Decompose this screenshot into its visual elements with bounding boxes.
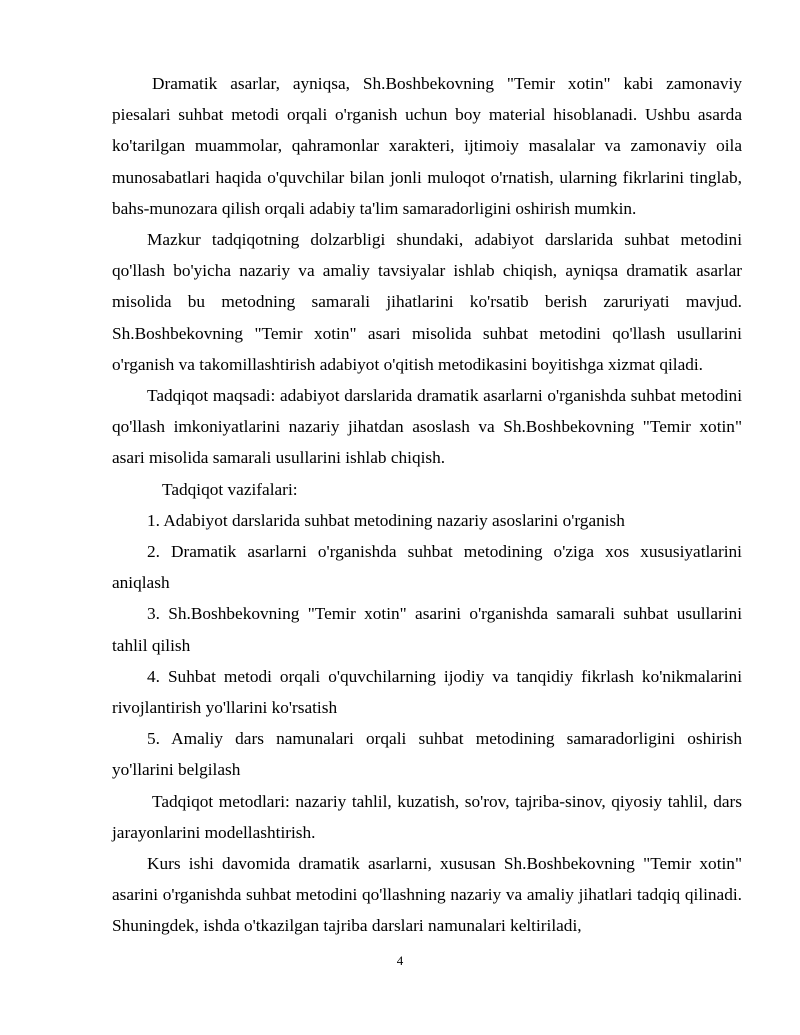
task-item-3: 3. Sh.Boshbekovning "Temir xotin" asarini o'rganishda samarali suhbat usullarini tahlil qilish xyxy=(112,604,742,655)
document-page xyxy=(112,68,742,942)
paragraph-course-work: Kurs ishi davomida dramatik asarlarni, xususan Sh.Boshbekovning "Temir xotin" asarini o'rganishda suhbat metodini qo'llashning nazariy va amaliy jihatlari tadqiq qilinadi. Shuningdek, ishda o'tkazilgan tajriba darslari namunalari keltiriladi, xyxy=(112,854,742,936)
paragraph-methods: Tadqiqot metodlari: nazariy tahlil, kuzatish, so'rov, tajriba-sinov, qiyosiy tahlil, dars jarayonlarini modellashtirish. xyxy=(112,791,742,842)
task-item-1: 1. Adabiyot darslarida suhbat metodining nazariy asoslarini o'rganish xyxy=(147,510,625,530)
paragraph-intro: Dramatik asarlar, ayniqsa, Sh.Boshbekovning "Temir xotin" kabi zamonaviy piesalari suhbat metodi orqali o'rganish uchun boy material hisoblanadi. Ushbu asarda ko'tarilgan muammolar, qahramonlar xarakteri, ijtimoiy masalalar va zamonaviy oila munosabatlari haqida o'quvchilar bilan jonli muloqot o'rnatish, ularning fikrlarini tinglab, bahs-munozara qilish orqali adabiy ta'lim samaradorligini oshirish mumkin. xyxy=(112,74,742,218)
page-number: 4 xyxy=(396,953,404,968)
paragraph-relevance: Mazkur tadqiqotning dolzarbligi shundaki, adabiyot darslarida suhbat metodini qo'llash bo'yicha nazariy va amaliy tavsiyalar ishlab chiqish, ayniqsa dramatik asarlar misolida bu metodning samarali jihatlarini ko'rsatib berish zaruriyati mavjud. Sh.Boshbekovning "Temir xotin" asari misolida suhbat metodini qo'llash usullarini o'rganish va takomillashtirish adabiyot o'qitish metodikasini boyitishga xizmat qiladi. xyxy=(112,230,742,374)
task-item-5: 5. Amaliy dars namunalari orqali suhbat metodining samaradorligini oshirish yo'llarini belgilash xyxy=(112,729,742,780)
task-item-4: 4. Suhbat metodi orqali o'quvchilarning ijodiy va tanqidiy fikrlash ko'nikmalarini rivojlantirish yo'llarini ko'rsatish xyxy=(112,666,742,718)
paragraph-goal: Tadqiqot maqsadi: adabiyot darslarida dramatik asarlarni o'rganishda suhbat metodini qo'llash imkoniyatlarini nazariy jihatdan asoslash va Sh.Boshbekovning "Temir xotin" asari misolida samarali usullarini ishlab chiqish. xyxy=(112,386,742,468)
paragraph-tasks-heading: Tadqiqot vazifalari: xyxy=(162,479,298,499)
task-item-2: 2. Dramatik asarlarni o'rganishda suhbat metodining o'ziga xos xususiyatlarini aniqlash xyxy=(112,542,742,593)
